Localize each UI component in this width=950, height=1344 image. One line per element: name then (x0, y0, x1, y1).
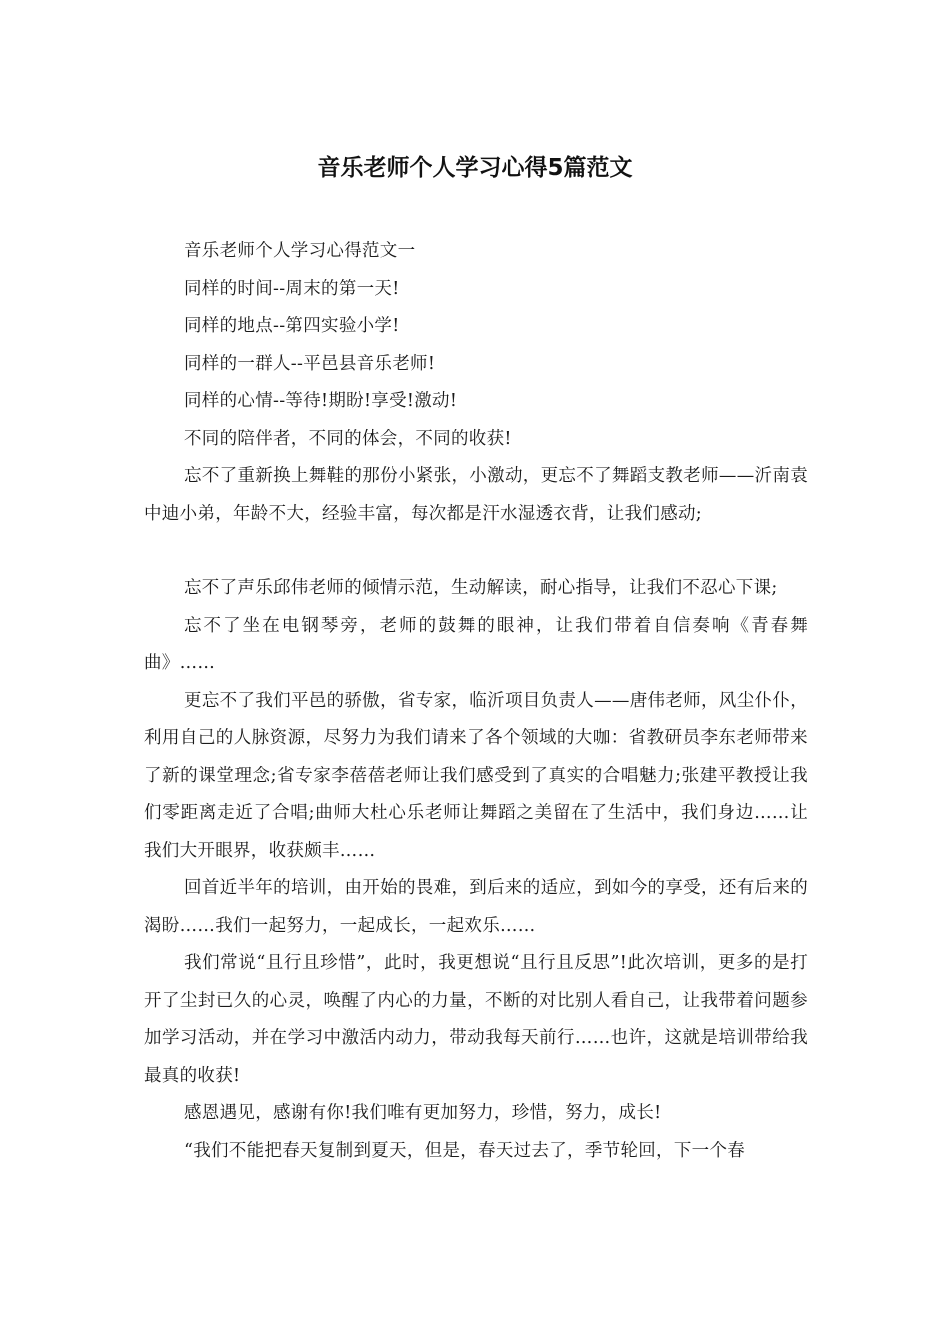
paragraph: 更忘不了我们平邑的骄傲，省专家，临沂项目负责人——唐伟老师，风尘仆仆，利用自己的人脉资源，尽努力为我们请来了各个领域的大咖：省教研员李东老师带来了新的课堂理念;省专家李蓓蓓老师让我们感受到了真实的合唱魅力;张建平教授让我们零距离走近了合唱;曲师大杜心乐老师让舞蹈之美留在了生活中，我们身边……让我们大开眼界，收获颇丰…… (144, 690, 808, 861)
paragraph: 忘不了坐在电钢琴旁，老师的鼓舞的眼神，让我们带着自信奏响《青春舞曲》…… (144, 615, 808, 673)
document-title: 音乐老师个人学习心得5篇范文 (317, 155, 633, 181)
paragraph: 同样的地点--第四实验小学! (184, 316, 400, 336)
document-body (144, 233, 808, 1170)
paragraph: 不同的陪伴者，不同的体会，不同的收获! (184, 428, 512, 449)
paragraph: “我们不能把春天复制到夏天，但是，春天过去了，季节轮回，下一个春 (184, 1140, 746, 1161)
paragraph: 音乐老师个人学习心得范文一 (184, 241, 416, 261)
paragraph: 同样的一群人--平邑县音乐老师! (184, 353, 436, 374)
paragraph: 同样的心情--等待!期盼!享受!激动! (184, 391, 458, 411)
paragraph: 同样的时间--周末的第一天! (184, 278, 400, 299)
paragraph: 忘不了声乐邱伟老师的倾情示范，生动解读，耐心指导，让我们不忍心下课; (184, 578, 778, 598)
paragraph: 感恩遇见，感谢有你!我们唯有更加努力，珍惜，努力，成长! (184, 1103, 662, 1123)
paragraph: 忘不了重新换上舞鞋的那份小紧张，小激动，更忘不了舞蹈支教老师——沂南袁中迪小弟，年龄不大，经验丰富，每次都是汗水湿透衣背，让我们感动; (144, 466, 808, 524)
paragraph: 回首近半年的培训，由开始的畏难，到后来的适应，到如今的享受，还有后来的渴盼……我们一起努力，一起成长，一起欢乐…… (144, 878, 808, 936)
paragraph: 我们常说“且行且珍惜”，此时，我更想说“且行且反思”!此次培训，更多的是打开了尘封已久的心灵，唤醒了内心的力量，不断的对比别人看自己，让我带着问题参加学习活动，并在学习中激活内动力，带动我每天前行……也许，这就是培训带给我最真的收获! (144, 953, 808, 1086)
paragraph-spacer (144, 533, 808, 570)
